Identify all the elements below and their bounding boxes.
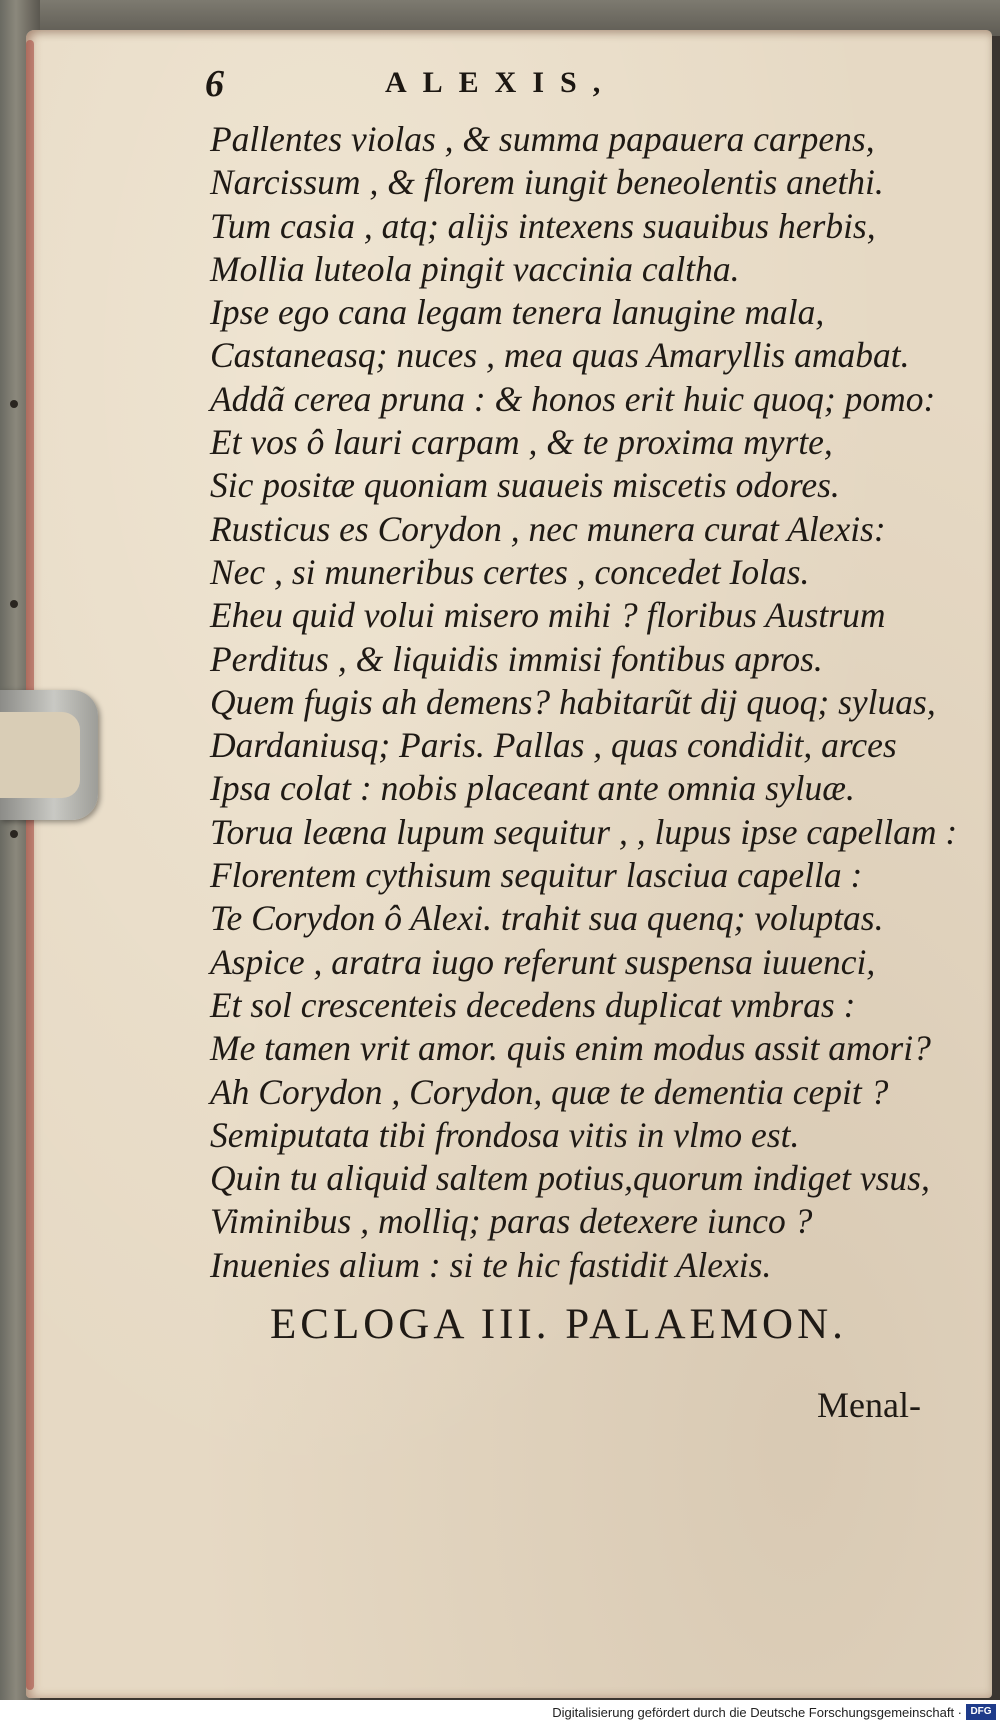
page-clip-window: [0, 712, 80, 798]
red-page-edge: [26, 40, 34, 1690]
verse-line: Rusticus es Corydon , nec munera curat Alexis:: [210, 508, 886, 549]
binding-hole-dot: [10, 600, 18, 608]
verse-line: Pallentes violas , & summa papauera carpens,: [210, 119, 875, 159]
verse-block: [210, 118, 958, 1287]
verse-line: Semiputata tibi frondosa vitis in vlmo est.: [210, 1114, 800, 1155]
binding-hole-dot: [10, 830, 18, 838]
running-title: ALEXIS,: [385, 66, 617, 99]
verse-line: Inuenies alium : si te hic fastidit Alexis.: [210, 1244, 772, 1285]
verse-line: Sic positæ quoniam suaueis miscetis odores.: [210, 465, 840, 506]
verse-line: Dardaniusq; Paris. Pallas , quas condidit, arces: [210, 725, 897, 766]
verse-line: Et vos ô lauri carpam , & te proxima myrte,: [210, 422, 833, 463]
verse-line: Te Corydon ô Alexi. trahit sua quenq; voluptas.: [210, 898, 884, 939]
verse-line: Addã cerea pruna : & honos erit huic quoq; pomo:: [210, 378, 936, 419]
verse-line: Ipse ego cana legam tenera lanugine mala,: [210, 292, 825, 333]
verse-line: Tum casia , atq; alijs intexens suauibus herbis,: [210, 205, 876, 246]
verse-line: Torua leæna lupum sequitur , , lupus ipse capellam :: [210, 811, 958, 852]
verse-line: Ipsa colat : nobis placeant ante omnia syluæ.: [210, 768, 855, 809]
binding-hole-dot: [10, 400, 18, 408]
verse-line: Quin tu aliquid saltem potius,quorum indiget vsus,: [210, 1158, 930, 1199]
section-heading: ECLOGA III. PALAEMON.: [270, 1301, 847, 1348]
verse-line: Quem fugis ah demens? habitarũt dij quoq; syluas,: [210, 681, 936, 722]
verse-line: Mollia luteola pingit vaccinia caltha.: [210, 248, 740, 289]
footer-credit: Digitalisierung gefördert durch die Deutsche Forschungsgemeinschaft ·: [552, 1705, 962, 1720]
verse-line: Castaneasq; nuces , mea quas Amaryllis amabat.: [210, 335, 910, 376]
page-number: 6: [205, 63, 224, 105]
verse-line: Ah Corydon , Corydon, quæ te dementia cepit ?: [210, 1071, 889, 1112]
verse-line: Perditus , & liquidis immisi fontibus apros.: [210, 638, 823, 679]
verse-line: Florentem cythisum sequitur lasciua capella :: [210, 855, 863, 896]
verse-line: Viminibus , molliq; paras detexere iunco ?: [210, 1201, 813, 1242]
verse-line: Eheu quid volui misero mihi ? floribus Austrum: [210, 595, 886, 636]
verse-line: Nec , si muneribus certes , concedet Iolas.: [210, 551, 810, 592]
page-header: [205, 62, 825, 112]
dfg-logo: DFG: [966, 1704, 996, 1720]
verse-line: Aspice , aratra iugo referunt suspensa iuuenci,: [210, 941, 876, 982]
verse-line: Narcissum , & florem iungit beneolentis anethi.: [210, 162, 884, 203]
verse-line: Et sol crescenteis decedens duplicat vmbras :: [210, 984, 856, 1025]
verse-line: Me tamen vrit amor. quis enim modus assit amori?: [210, 1028, 931, 1069]
catchword: Menal-: [817, 1385, 921, 1425]
